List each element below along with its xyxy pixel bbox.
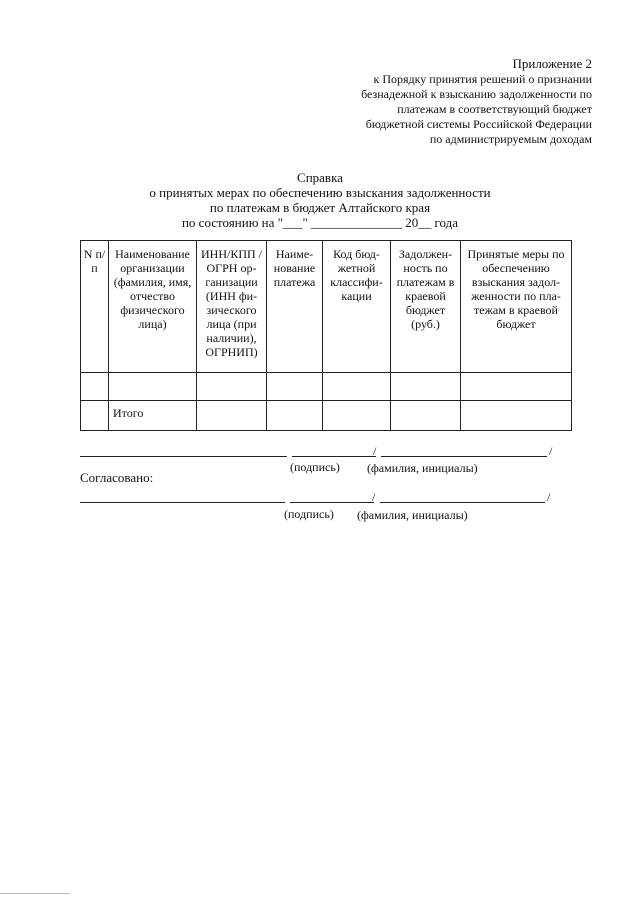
column-header-measures: Принятые меры по обеспечению взыскания задол- женности по пла- тежам в краевой бюджет [461,241,572,373]
table-cell[interactable] [267,401,323,431]
separator-slash: / [549,444,553,458]
signature-caption: (подпись) [290,460,340,474]
total-label: Итого [109,401,197,431]
table-row [81,373,572,401]
position-line[interactable] [80,456,287,457]
column-header-number: N п/п [81,241,109,373]
table-cell[interactable] [461,401,572,431]
signature-caption: (подпись) [284,507,334,521]
appendix-line: безнадежной к взысканию задолженности по [361,87,592,101]
table-cell[interactable] [109,373,197,401]
table-cell[interactable] [391,401,461,431]
name-caption: (фамилия, инициалы) [367,461,478,475]
document-subtitle: о принятых мерах по обеспечению взыскания задолженности [149,185,491,200]
document-title: Справка [297,170,343,185]
separator-slash: / [373,444,377,458]
position-line[interactable] [80,502,285,503]
table-total-row [81,401,572,431]
signature-line[interactable] [292,456,376,457]
name-caption: (фамилия, инициалы) [357,508,468,522]
table-header-row [81,241,572,373]
scan-edge-mark [0,893,70,894]
table-cell[interactable] [461,373,572,401]
appendix-line: платежам в соответствующий бюджет [397,102,592,116]
document-title-block [130,170,510,230]
table-cell[interactable] [81,401,109,431]
column-header-payment: Наиме- нование платежа [267,241,323,373]
table-cell[interactable] [267,373,323,401]
appendix-line: бюджетной системы Российской Федерации [365,117,592,131]
table-cell[interactable] [197,373,267,401]
debt-measures-table [80,240,572,431]
column-header-organization: Наименование организации (фамилия, имя, отчество физического лица) [109,241,197,373]
table-cell[interactable] [323,401,391,431]
document-subtitle: по платежам в бюджет Алтайского края [209,200,431,215]
column-header-inn: ИНН/КПП /ОГРН ор- ганизации (ИНН фи- зического лица (при наличии), ОГРНИП) [197,241,267,373]
table-cell[interactable] [391,373,461,401]
approved-label: Согласовано: [80,470,154,485]
name-line[interactable] [381,456,547,457]
column-header-budget-code: Код бюд- жетной классифи- кации [323,241,391,373]
separator-slash: / [372,490,376,504]
table-cell[interactable] [197,401,267,431]
table-cell[interactable] [81,373,109,401]
appendix-line: по администрируемым доходам [429,132,592,146]
appendix-reference [361,56,592,147]
appendix-number: Приложение 2 [512,56,592,71]
signature-line[interactable] [290,502,374,503]
appendix-line: к Порядку принятия решений о признании [373,72,592,86]
separator-slash: / [547,490,551,504]
table-cell[interactable] [323,373,391,401]
document-date-line: по состоянию на "___" ______________ 20__ года [181,215,459,230]
column-header-debt: Задолжен- ность по платежам в краевой бюджет (руб.) [391,241,461,373]
name-line[interactable] [380,502,545,503]
